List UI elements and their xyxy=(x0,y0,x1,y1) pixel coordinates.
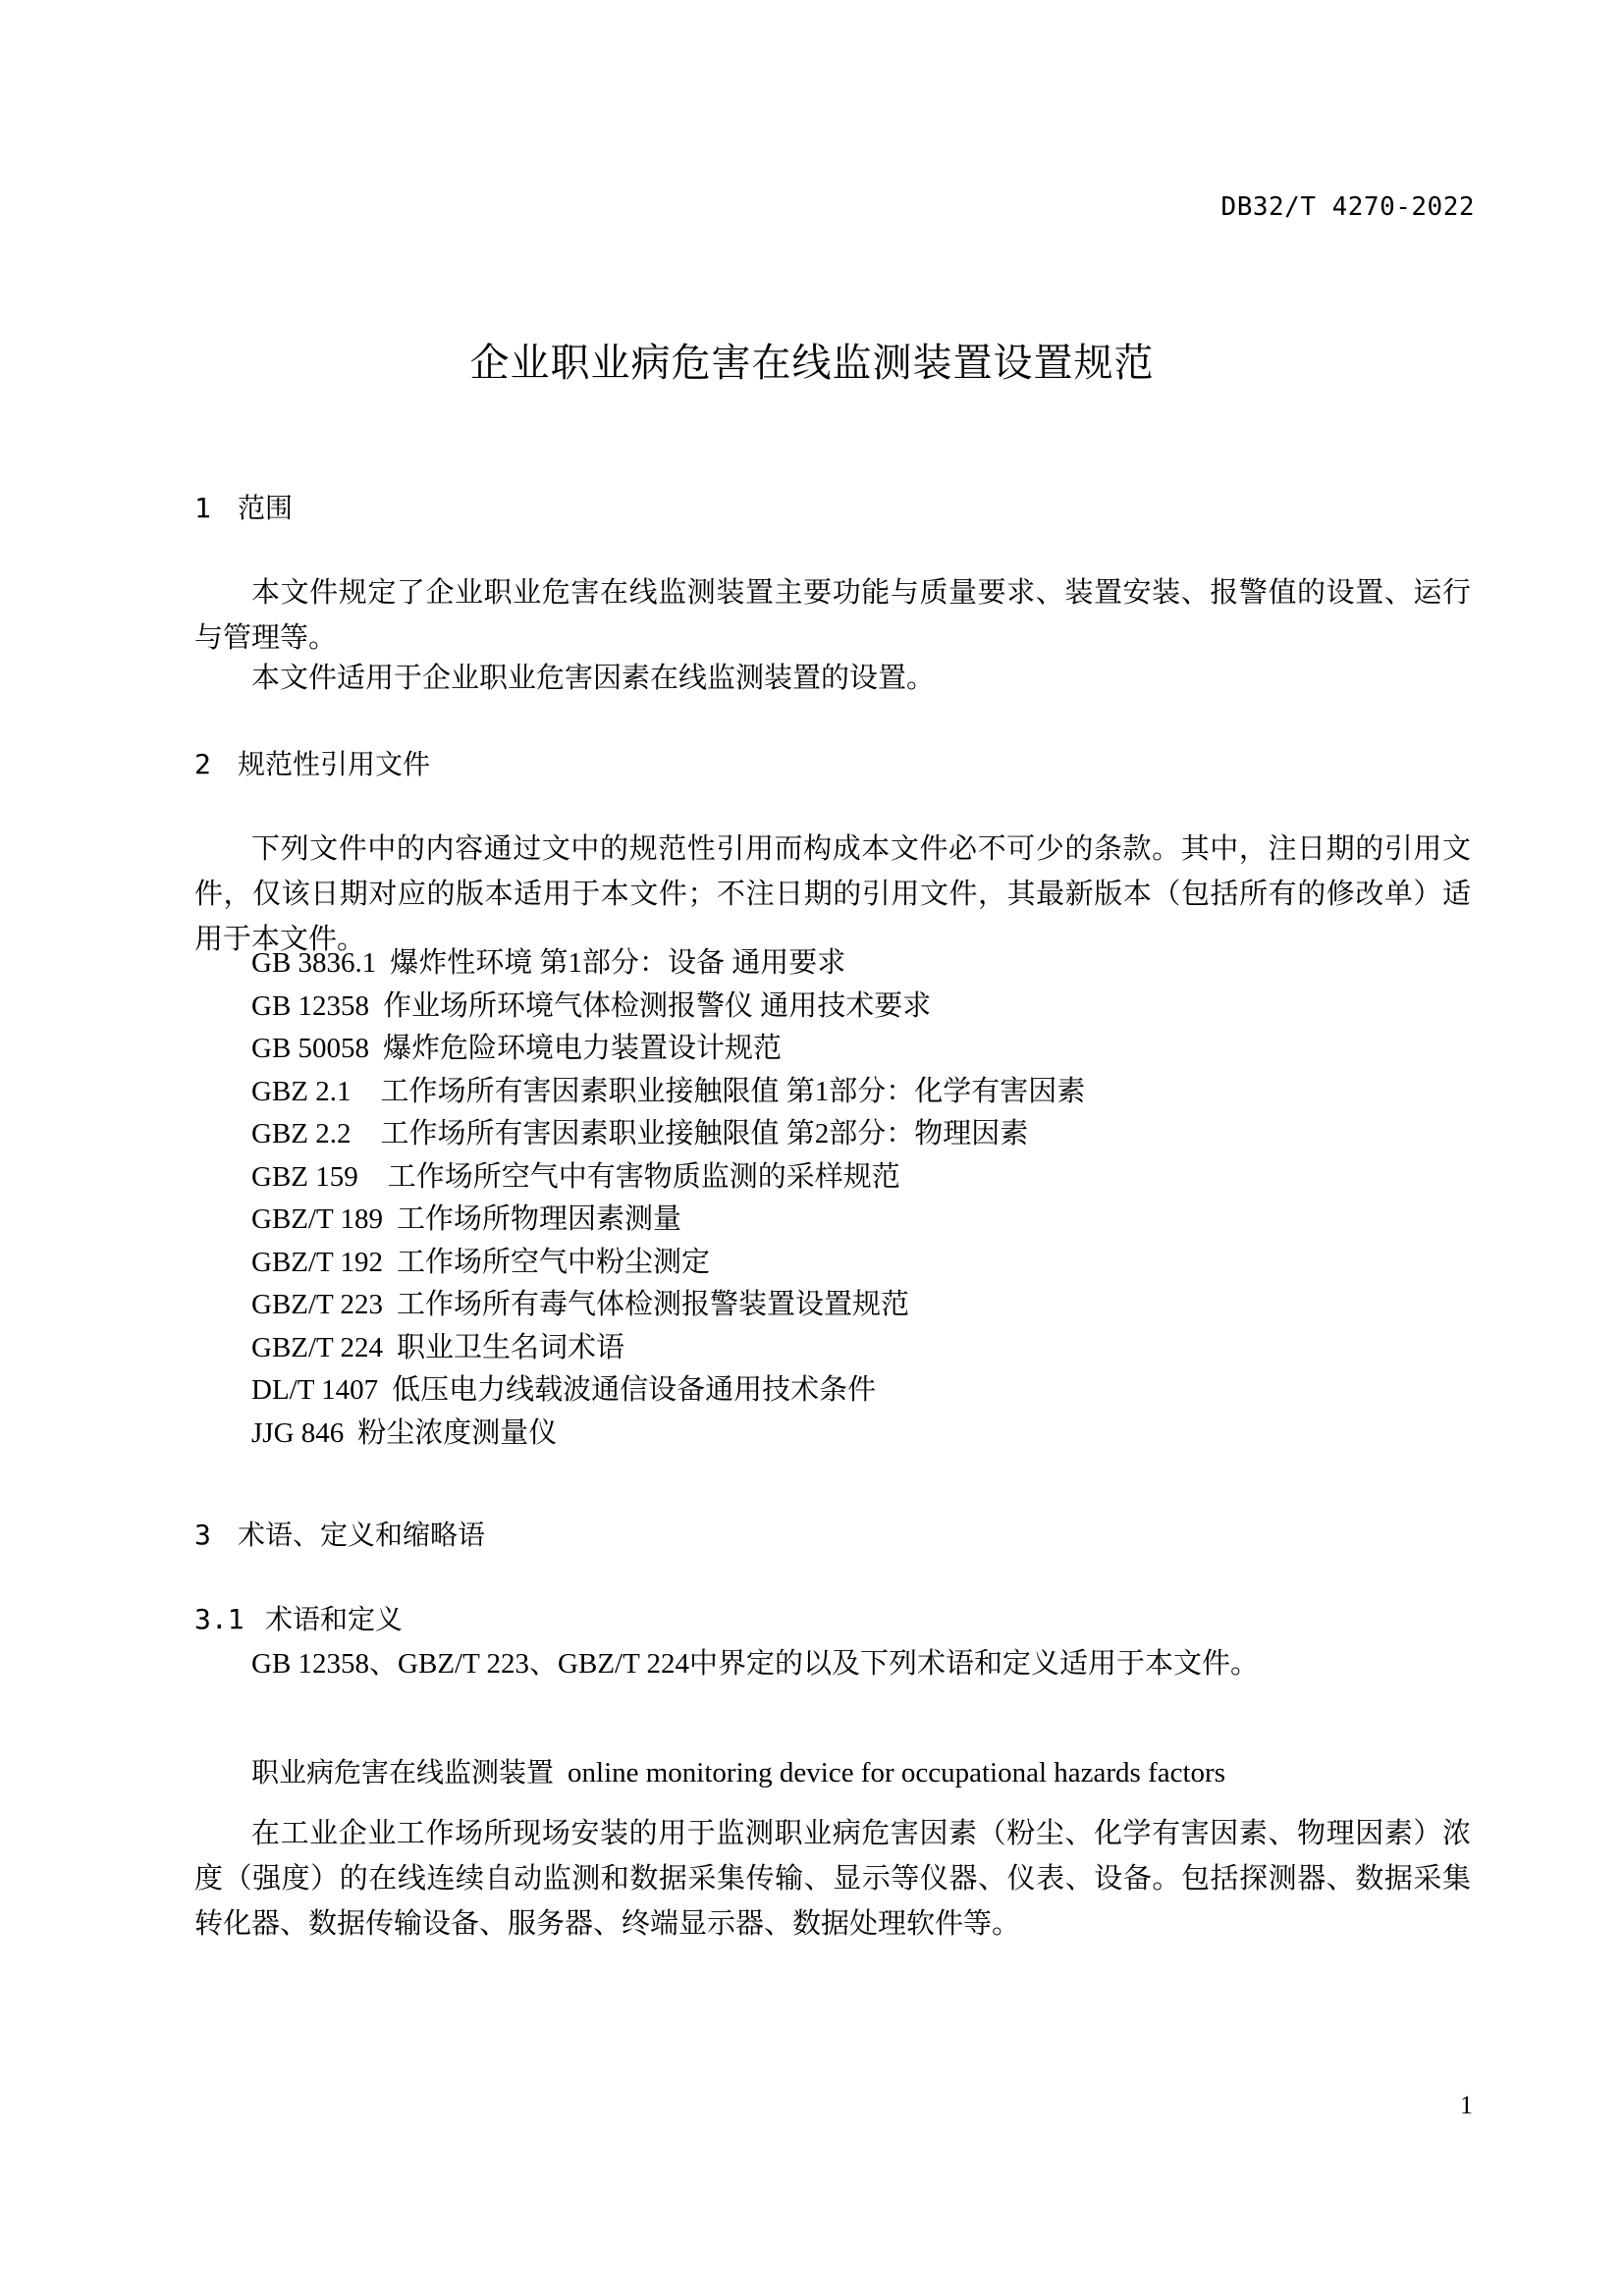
scope-paragraph-1: 本文件规定了企业职业危害在线监测装置主要功能与质量要求、装置安装、报警值的设置、运行与管理等。 xyxy=(194,577,1471,654)
reference-code: GBZ/T 223 xyxy=(251,1289,383,1320)
reference-code: GBZ 159 xyxy=(251,1160,358,1193)
reference-code: GBZ 2.1 xyxy=(251,1075,352,1107)
term-entry xyxy=(251,1751,1225,1790)
reference-code: GBZ/T 189 xyxy=(251,1203,383,1235)
section-number: 1 xyxy=(194,492,211,524)
reference-name: 作业场所环境气体检测报警仪 通用技术要求 xyxy=(383,989,932,1022)
reference-name: 工作场所有毒气体检测报警装置设置规范 xyxy=(397,1289,910,1320)
section-title: 规范性引用文件 xyxy=(238,748,431,780)
reference-name: 粉尘浓度测量仪 xyxy=(357,1416,558,1449)
scope-paragraph-2: 本文件适用于企业职业危害因素在线监测装置的设置。 xyxy=(251,663,936,694)
section-heading-terms xyxy=(194,1514,485,1553)
reference-name: 工作场所物理因素测量 xyxy=(397,1203,682,1235)
reference-item xyxy=(251,1028,1085,1071)
reference-name: 爆炸危险环境电力装置设计规范 xyxy=(383,1033,783,1064)
reference-code: GBZ 2.2 xyxy=(251,1118,352,1149)
section-number: 2 xyxy=(194,748,211,780)
reference-item xyxy=(251,942,1085,986)
section-number: 3 xyxy=(194,1519,211,1551)
reference-name: 爆炸性环境 第1部分：设备 通用要求 xyxy=(390,947,846,979)
section-title: 术语、定义和缩略语 xyxy=(238,1519,486,1551)
term-chinese: 职业病危害在线监测装置 xyxy=(251,1756,555,1789)
reference-name: 工作场所空气中粉尘测定 xyxy=(397,1246,711,1278)
subsection-title: 术语和定义 xyxy=(265,1603,404,1635)
terms-intro: GB 12358、GBZ/T 223、GBZ/T 224中界定的以及下列术语和定义适用于本文件。 xyxy=(251,1648,1260,1680)
reference-name: 职业卫生名词术语 xyxy=(397,1331,625,1363)
reference-code: DL/T 1407 xyxy=(251,1374,379,1406)
normative-refs-intro: 下列文件中的内容通过文中的规范性引用而构成本文件必不可少的条款。其中，注日期的引用文件，仅该日期对应的版本适用于本文件；不注日期的引用文件，其最新版本（包括所有的修改单）适用于本文件。 xyxy=(194,833,1471,955)
subsection-heading-terms-definitions xyxy=(194,1598,403,1637)
section-title: 范围 xyxy=(238,492,294,524)
section-heading-normative-refs xyxy=(194,743,430,782)
reference-item xyxy=(251,986,1085,1029)
reference-code: JJG 846 xyxy=(251,1416,345,1449)
standard-code: DB32/T 4270-2022 xyxy=(1220,192,1475,222)
term-definition: 在工业企业工作场所现场安装的用于监测职业病危害因素（粉尘、化学有害因素、物理因素）浓度（强度）的在线连续自动监测和数据采集传输、显示等仪器、仪表、设备。包括探测器、数据采集转化器、数据传输设备、服务器、终端显示器、数据处理软件等。 xyxy=(194,1818,1471,1940)
term-english: online monitoring device for occupational hazards factors xyxy=(568,1757,1225,1789)
reference-code: GB 3836.1 xyxy=(251,947,377,979)
reference-code: GB 12358 xyxy=(251,989,370,1022)
reference-name: 低压电力线载波通信设备通用技术条件 xyxy=(392,1374,877,1406)
reference-item xyxy=(251,1156,1085,1200)
reference-item xyxy=(251,1369,1085,1413)
reference-item xyxy=(251,1327,1085,1370)
reference-item xyxy=(251,1242,1085,1285)
reference-name: 工作场所空气中有害物质监测的采样规范 xyxy=(387,1160,900,1193)
reference-item xyxy=(251,1199,1085,1242)
reference-item xyxy=(251,1284,1085,1327)
reference-code: GBZ/T 224 xyxy=(251,1331,383,1363)
reference-list xyxy=(251,942,1085,1455)
reference-code: GB 50058 xyxy=(251,1033,370,1064)
page-number: 1 xyxy=(1460,2091,1473,2119)
document-title: 企业职业病危害在线监测装置设置规范 xyxy=(469,341,1155,386)
reference-item xyxy=(251,1071,1085,1114)
subsection-number: 3.1 xyxy=(194,1603,244,1635)
reference-item xyxy=(251,1413,1085,1456)
reference-name: 工作场所有害因素职业接触限值 第2部分：物理因素 xyxy=(380,1118,1029,1149)
reference-name: 工作场所有害因素职业接触限值 第1部分：化学有害因素 xyxy=(380,1075,1086,1107)
section-heading-scope xyxy=(194,487,293,526)
reference-code: GBZ/T 192 xyxy=(251,1246,383,1278)
reference-item xyxy=(251,1113,1085,1156)
